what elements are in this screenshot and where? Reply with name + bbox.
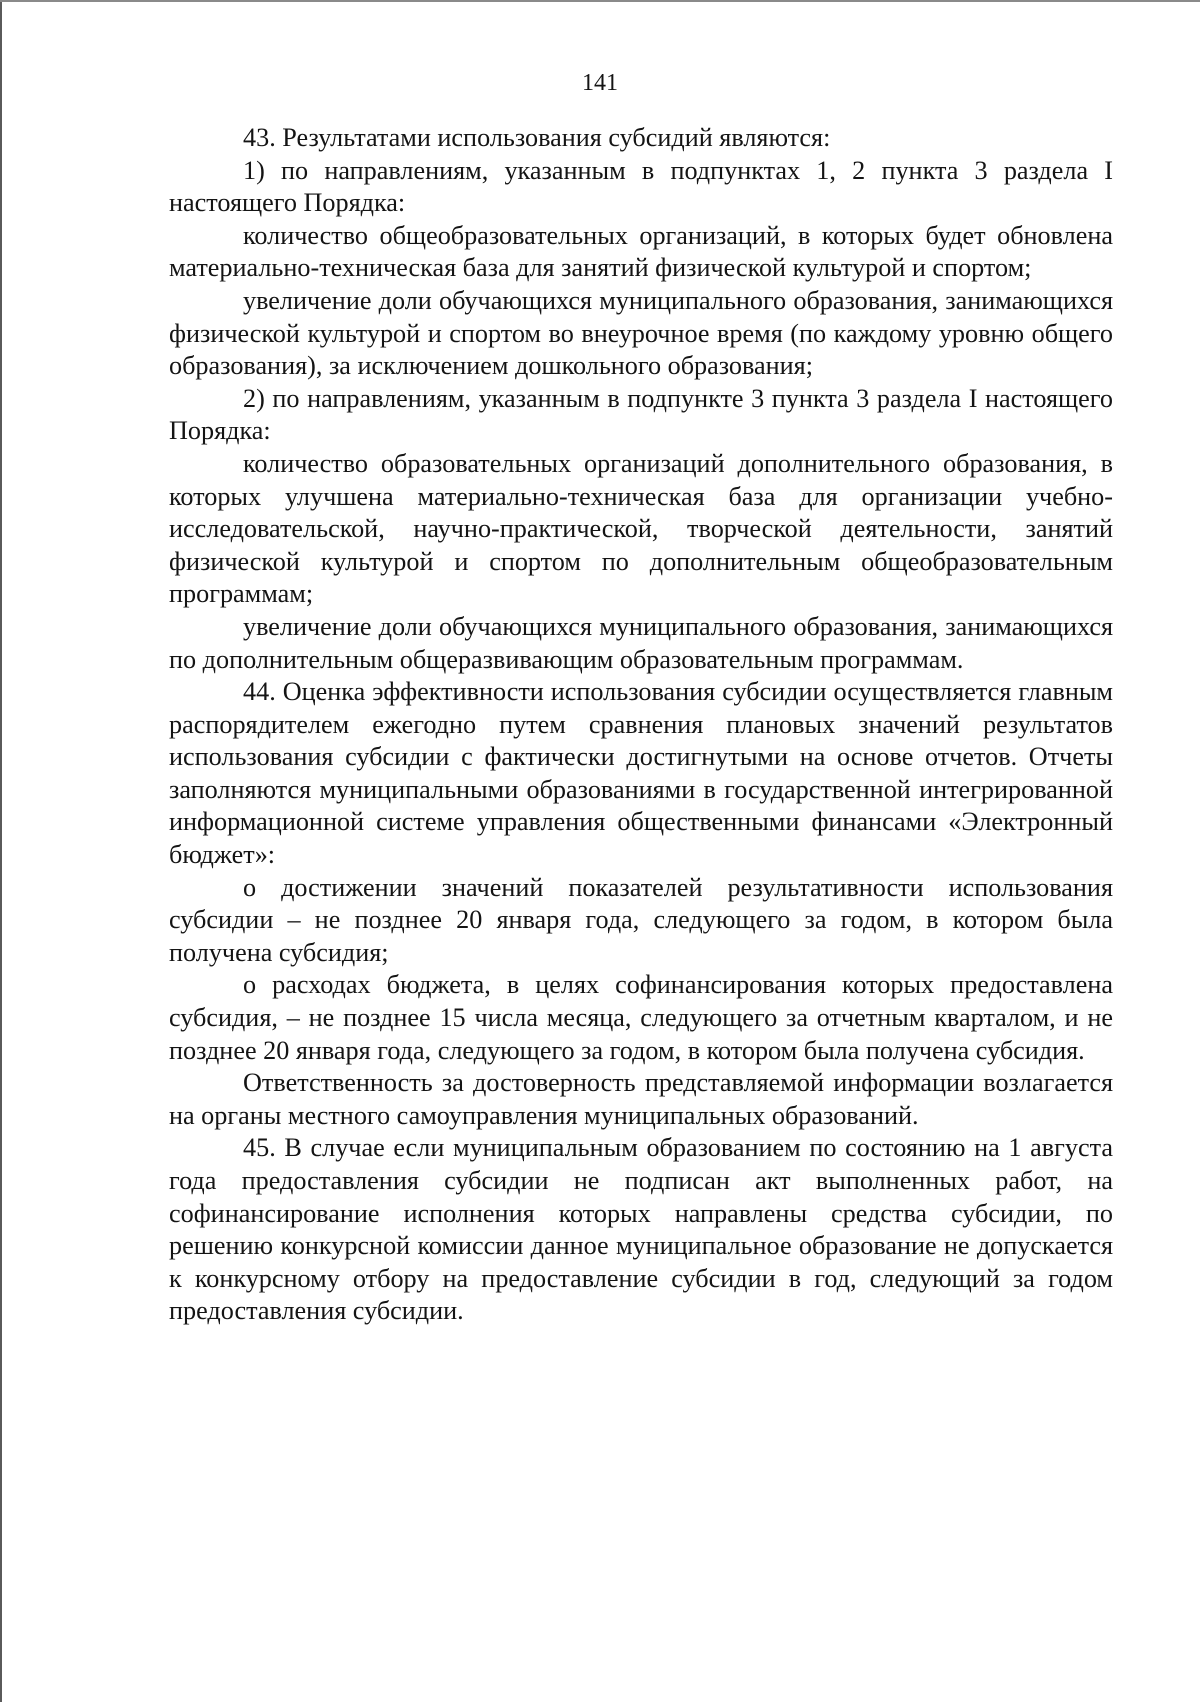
paragraph-44-report-b: о расходах бюджета, в целях софинансирования которых предоставлена субсидия, – не позднее 15 числа месяца, следующего за отчетным кварталом, и не позднее 20 января года, следующего за годом, в котором была получена субсидия. — [169, 970, 1113, 1065]
page-number: 141 — [582, 70, 618, 96]
paragraph-44-responsibility: Ответственность за достоверность представляемой информации возлагается на органы местного самоуправления муниципальных образований. — [169, 1068, 1113, 1130]
paragraph-43-item-2-indicator-a: количество образовательных организаций дополнительного образования, в которых улучшена материально-техническая база для организации учебно-исследовательской, научно-практической, творческой деятельности, занятий физической культурой и спортом по дополнительным общеобразовательным программам; — [169, 448, 1113, 609]
scan-border-top — [0, 0, 1200, 2]
paragraph-43-heading: 43. Результатами использования субсидий являются: — [243, 123, 831, 152]
scan-border-left — [0, 0, 2, 1702]
paragraph-43-item-2-indicator-b: увеличение доли обучающихся муниципального образования, занимающихся по дополнительным общеразвивающим образовательным программам. — [169, 611, 1113, 674]
paragraph-45: 45. В случае если муниципальным образованием по состоянию на 1 августа года предоставления субсидии не подписан акт выполненных работ, на софинансирование исполнения которых направлены средства субсидии, по решению конкурсной комиссии данное муниципальное образование не допускается к конкурсному отбору на предоставление субсидии в год, следующий за годом предоставления субсидии. — [169, 1133, 1113, 1326]
paragraph-43-item-1-indicator-a: количество общеобразовательных организаций, в которых будет обновлена материально-техническая база для занятий физической культурой и спортом; — [169, 220, 1113, 283]
paragraph-44-report-a: о достижении значений показателей результативности использования субсидии – не позднее 20 января года, следующего за годом, в котором была получена субсидия; — [169, 872, 1113, 967]
paragraph-43-item-1: 1) по направлениям, указанным в подпунктах 1, 2 пункта 3 раздела I настоящего Порядка: — [169, 155, 1113, 218]
paragraph-43-item-1-indicator-b: увеличение доли обучающихся муниципального образования, занимающихся физической культурой и спортом во внеурочное время (по каждому уровню общего образования), за исключением дошкольного образования; — [169, 285, 1113, 381]
paragraph-44: 44. Оценка эффективности использования субсидии осуществляется главным распорядителем ежегодно путем сравнения плановых значений результатов использования субсидии с фактически достигнутыми на основе отчетов. Отчеты заполняются муниципальными образованиями в государственной интегрированной информационной системе управления общественными финансами «Электронный бюджет»: — [169, 677, 1113, 870]
document-body — [169, 122, 1113, 1328]
paragraph-43-item-2: 2) по направлениям, указанным в подпункте 3 пункта 3 раздела I настоящего Порядка: — [169, 383, 1113, 446]
